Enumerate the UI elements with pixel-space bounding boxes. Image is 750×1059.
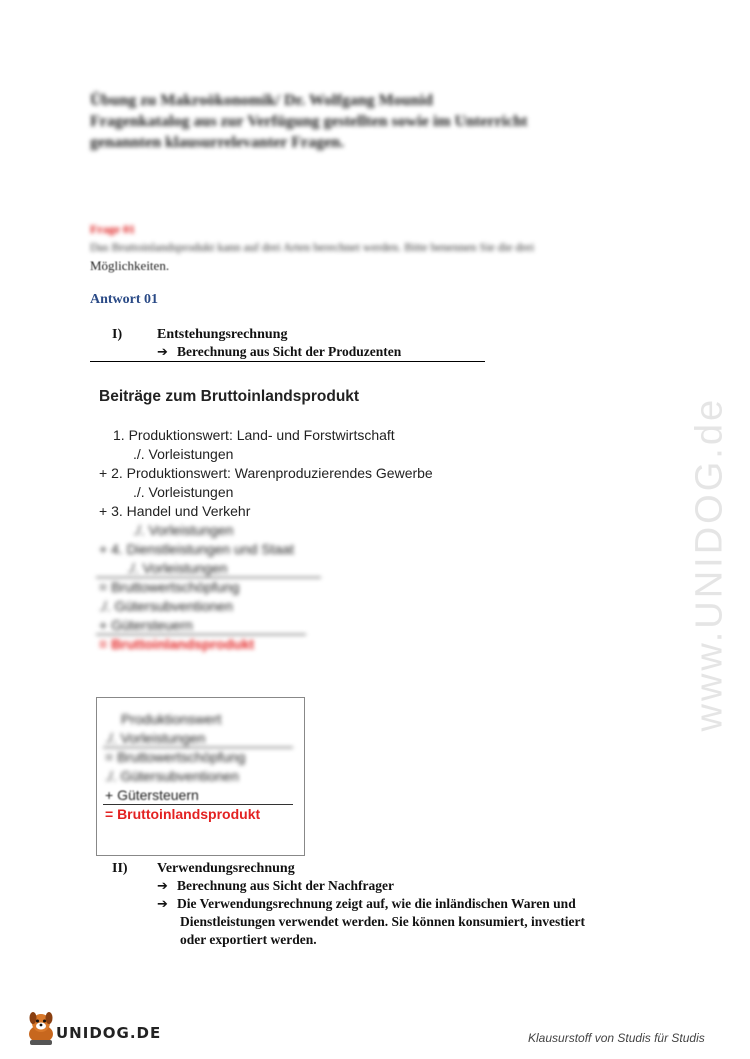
footer-tagline: Klausurstoff von Studis für Studis — [528, 1031, 705, 1045]
section2-bullet-2-cont-2: oder exportiert werden. — [180, 932, 317, 947]
figure1-sum-rule-2 — [96, 634, 306, 635]
document-title — [90, 92, 527, 152]
question-text-line1: Das Bruttoinlandsprodukt kann auf drei Arten berechnet werden. Bitte benennen Sie die drei — [90, 240, 535, 254]
figure-bip-contributions — [92, 362, 492, 680]
figure1-heading: Beiträge zum Bruttoinlandsprodukt — [99, 388, 360, 405]
figure1-line-10: ./. Gütersubventionen — [99, 598, 233, 614]
section2-bullet-2 — [157, 896, 576, 912]
watermark-text: www.UNIDOG.de — [688, 396, 731, 732]
title-line-3: genannten klausurrelevanter Fragen. — [90, 134, 345, 151]
watermark — [690, 280, 730, 730]
section1-bullet-text: Berechnung aus Sicht der Produzenten — [177, 344, 402, 359]
dog-logo-icon — [24, 1010, 58, 1046]
figure1-sum-rule-1 — [96, 577, 321, 578]
figure1-line-1: 1. Produktionswert: Land- und Forstwirtschaft — [113, 427, 395, 443]
arrow-right-icon: ➔ — [157, 897, 168, 912]
title-line-2: Fragenkatalog aus zur Verfügung gestellten sowie im Unterricht — [90, 113, 528, 130]
section2-bullet-1 — [157, 878, 394, 894]
figure1-line-8: ./. Vorleistungen — [127, 560, 228, 576]
figure1-line-9: = Bruttowertschöpfung — [99, 579, 240, 595]
section1-title: Entstehungsrechnung — [157, 327, 288, 342]
figure1-line-6: ./. Vorleistungen — [133, 522, 234, 538]
section2-bullet-1-text: Berechnung aus Sicht der Nachfrager — [177, 878, 394, 893]
section2-bullet-2-text: Die Verwendungsrechnung zeigt auf, wie die inländischen Waren und — [177, 896, 576, 911]
logo-text: UNIDOG.DE — [56, 1024, 162, 1042]
figure1-line-12: = Bruttoinlandsprodukt — [99, 636, 255, 652]
figure2-line-2: ./. Vorleistungen — [105, 730, 206, 746]
question-label: Frage 01 — [90, 222, 135, 236]
figure2-sum-rule-1 — [103, 747, 293, 748]
figure2-sum-rule-2 — [103, 804, 293, 805]
answer-label: Antwort 01 — [90, 292, 159, 307]
title-line-1: Übung zu Makroökonomik/ Dr. Wolfgang Mounid — [90, 92, 433, 109]
section2-bullet-2-cont-1: Dienstleistungen verwendet werden. Sie können konsumiert, investiert — [180, 914, 585, 929]
figure2-line-4: ./. Gütersubventionen — [105, 768, 239, 784]
figure1-line-3: + 2. Produktionswert: Warenproduzierendes Gewerbe — [99, 465, 433, 481]
figure2-line-6: = Bruttoinlandsprodukt — [105, 806, 261, 822]
figure1-line-11: + Gütersteuern — [99, 617, 193, 633]
figure1-line-7: + 4. Dienstleistungen und Staat — [99, 541, 294, 557]
figure1-line-2: ./. Vorleistungen — [133, 446, 234, 462]
section1-bullet — [157, 344, 401, 360]
figure2-line-3: = Bruttowertschöpfung — [105, 749, 246, 765]
section2-number: II) — [112, 861, 128, 876]
section2-title: Verwendungsrechnung — [157, 861, 295, 876]
footer-logo — [24, 1010, 162, 1046]
arrow-right-icon: ➔ — [157, 879, 168, 894]
arrow-right-icon: ➔ — [157, 345, 168, 360]
figure-bip-summary — [96, 697, 305, 856]
section1-number: I) — [112, 327, 123, 342]
figure1-line-5: + 3. Handel und Verkehr — [99, 503, 251, 519]
figure2-line-1: Produktionswert — [121, 711, 222, 727]
question-text-line2: Möglichkeiten. — [90, 258, 170, 273]
figure2-line-5: + Gütersteuern — [105, 787, 199, 803]
figure1-line-4: ./. Vorleistungen — [133, 484, 234, 500]
